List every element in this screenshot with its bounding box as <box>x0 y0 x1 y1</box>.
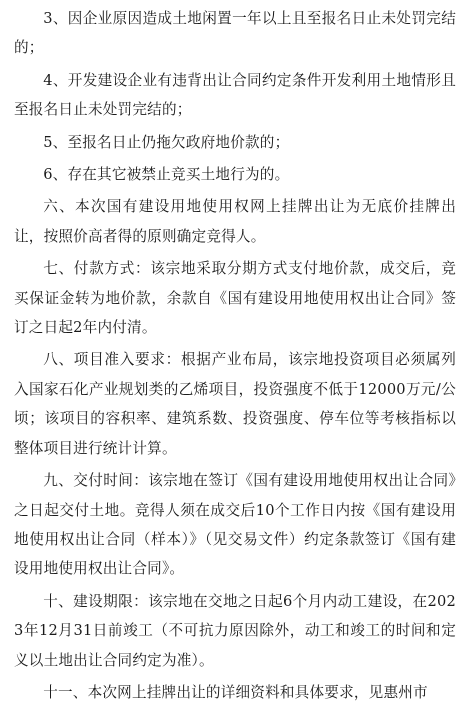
paragraph-item-5: 5、至报名日止仍拖欠政府地价款的； <box>43 133 290 151</box>
paragraph-section-8: 八、项目准入要求：根据产业布局，该宗地投资项目必须属列入国家石化产业规划类的乙烯项目，投资强度不低于12000万元/公顷；该项目的容积率、建筑系数、投资强度、停车位等考核指标以整体项目进行统计计算。 <box>14 351 456 457</box>
paragraph-section-10: 十、建设期限：该宗地在交地之日起6个月内动工建设，在2023年12月31日前竣工（不可抗力原因除外，动工和竣工的时间和定义以土地出让合同约定为准）。 <box>14 592 456 669</box>
paragraph-section-6: 六、本次国有建设用地使用权网上挂牌出让为无底价挂牌出让，按照价高者得的原则确定竞得人。 <box>14 198 456 245</box>
paragraph-section-11: 十一、本次网上挂牌出让的详细资料和具体要求，见惠州市 <box>43 683 428 701</box>
paragraph-item-6: 6、存在其它被禁止竞买土地行为的。 <box>43 166 290 184</box>
paragraph-section-7: 七、付款方式：该宗地采取分期方式支付地价款，成交后，竞买保证金转为地价款，余款自《国有建设用地使用权出让合同》签订之日起2年内付清。 <box>14 260 456 337</box>
paragraph-section-9: 九、交付时间：该宗地在签订《国有建设用地使用权出让合同》之日起交付土地。竞得人须在成交后10个工作日内按《国有建设用地使用权出让合同（样本）》（见交易文件）约定条款签订《国有建设用地使用权出让合同》。 <box>14 472 456 578</box>
paragraph-item-3: 3、因企业原因造成土地闲置一年以上且至报名日止未处罚完结的； <box>14 10 456 57</box>
paragraph-item-4: 4、开发建设企业有违背出让合同约定条件开发利用土地情形且至报名日止未处罚完结的； <box>14 71 456 119</box>
